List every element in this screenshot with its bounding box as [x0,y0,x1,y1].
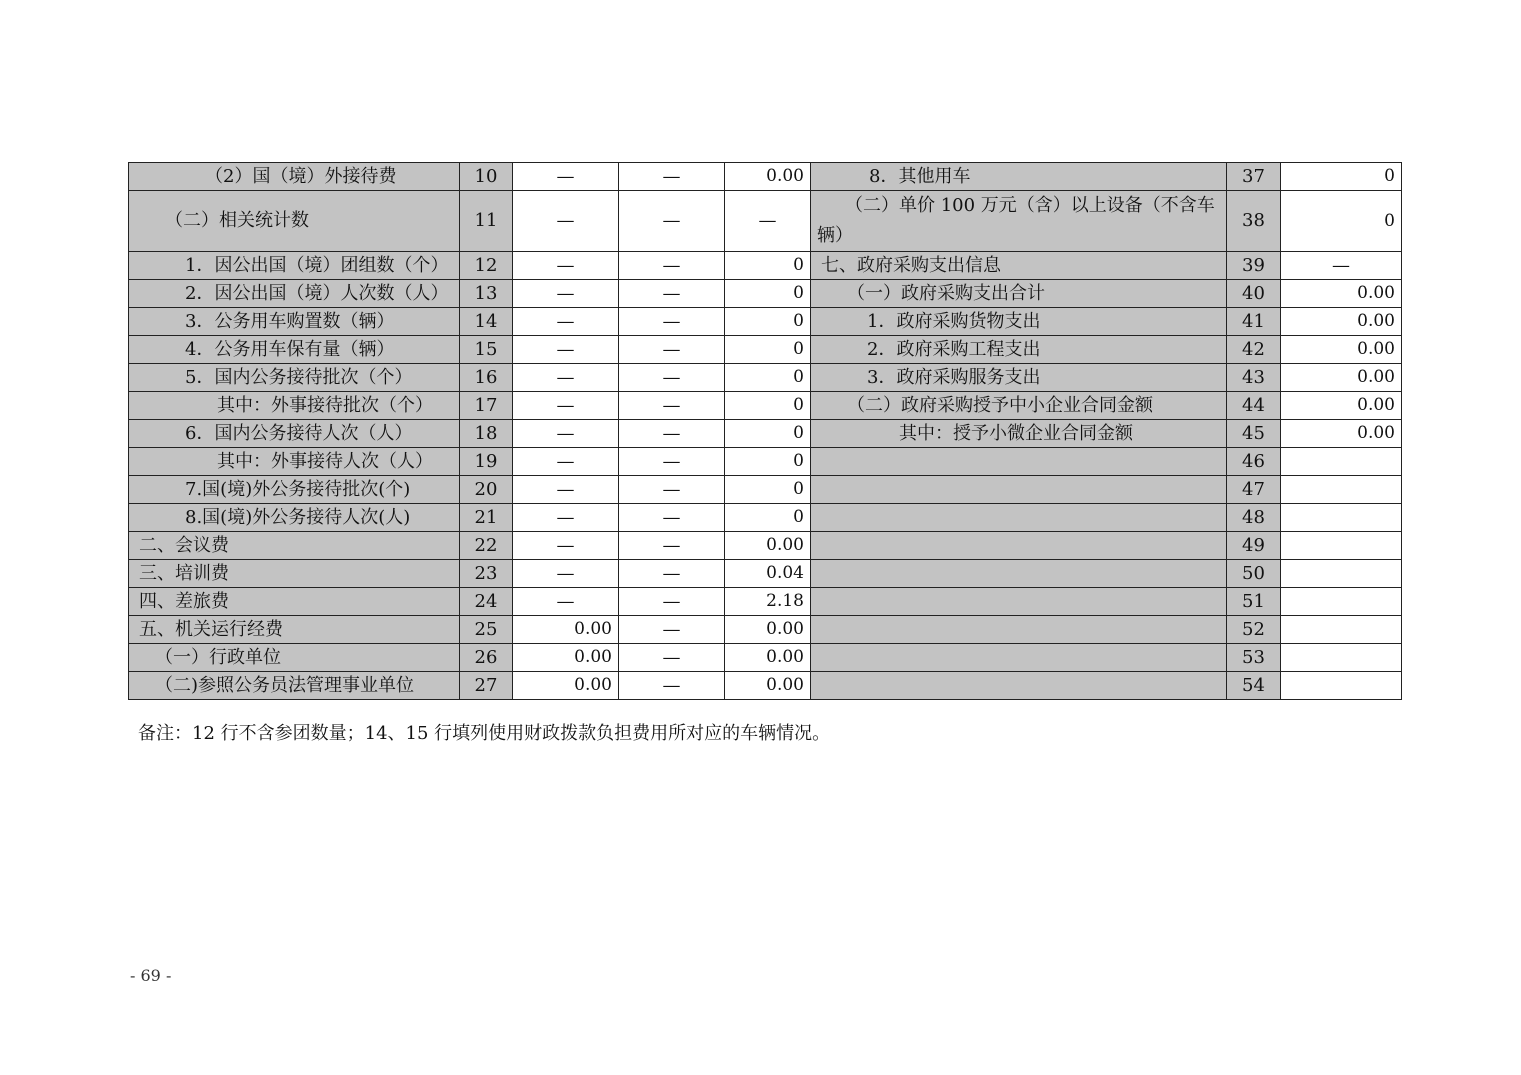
cell-value [1281,448,1402,476]
row-label: 8.国(境)外公务接待人次(人) [129,504,460,532]
cell-value: 0 [725,252,811,280]
cell-value: — [619,476,725,504]
cell-value: — [619,280,725,308]
row-number: 50 [1227,560,1281,588]
row-number: 39 [1227,252,1281,280]
row-label: 7.国(境)外公务接待批次(个) [129,476,460,504]
cell-value: — [619,672,725,700]
row-number: 17 [460,392,513,420]
row-number: 51 [1227,588,1281,616]
row-label: （二）政府采购授予中小企业合同金额 [811,392,1227,420]
cell-value: 0.04 [725,560,811,588]
row-number: 15 [460,336,513,364]
cell-value [1281,672,1402,700]
cell-value: — [513,588,619,616]
row-label: 二、会议费 [129,532,460,560]
table-footnote: 备注：12 行不含参团数量；14、15 行填列使用财政拨款负担费用所对应的车辆情况。 [138,723,831,744]
cell-value: — [619,616,725,644]
row-number: 48 [1227,504,1281,532]
table-row [129,532,1402,560]
cell-value: 0.00 [1281,392,1402,420]
cell-value: 0 [725,504,811,532]
table-row [129,252,1402,280]
row-number: 53 [1227,644,1281,672]
row-label: 2．因公出国（境）人次数（人） [129,280,460,308]
row-number: 49 [1227,532,1281,560]
cell-value: — [619,191,725,252]
table-row [129,588,1402,616]
cell-value: 0.00 [725,163,811,191]
cell-value: — [619,252,725,280]
cell-value: 0.00 [513,644,619,672]
row-number: 12 [460,252,513,280]
cell-value: — [513,392,619,420]
cell-value [1281,504,1402,532]
cell-value: — [513,420,619,448]
table-row [129,616,1402,644]
cell-value: — [513,280,619,308]
row-label: （2）国（境）外接待费 [129,163,460,191]
table-row [129,308,1402,336]
row-number: 14 [460,308,513,336]
cell-value: — [513,476,619,504]
row-number: 24 [460,588,513,616]
row-label: 3．政府采购服务支出 [811,364,1227,392]
cell-value: — [513,532,619,560]
row-label: 其中：外事接待批次（个） [129,392,460,420]
table-row [129,560,1402,588]
row-label [811,504,1227,532]
cell-value: — [513,448,619,476]
table-row [129,280,1402,308]
cell-value: — [619,560,725,588]
row-label: 2．政府采购工程支出 [811,336,1227,364]
cell-value: 0.00 [725,672,811,700]
cell-value [1281,644,1402,672]
row-label: （一）行政单位 [129,644,460,672]
cell-value [1281,616,1402,644]
cell-value: — [619,504,725,532]
row-label: 1．因公出国（境）团组数（个） [129,252,460,280]
row-number: 18 [460,420,513,448]
cell-value: — [513,252,619,280]
row-number: 42 [1227,336,1281,364]
row-number: 37 [1227,163,1281,191]
cell-value: — [619,588,725,616]
row-number: 40 [1227,280,1281,308]
cell-value: — [619,364,725,392]
table-row [129,336,1402,364]
cell-value: — [619,532,725,560]
row-number: 38 [1227,191,1281,252]
row-label: （二）相关统计数 [129,191,460,252]
cell-value: 0.00 [513,616,619,644]
row-number: 41 [1227,308,1281,336]
cell-value: 0 [725,448,811,476]
cell-value [1281,532,1402,560]
row-number: 54 [1227,672,1281,700]
row-label [811,644,1227,672]
row-number: 20 [460,476,513,504]
expenditure-table [128,162,1402,700]
cell-value: 0.00 [1281,280,1402,308]
row-number: 22 [460,532,513,560]
cell-value: — [619,163,725,191]
cell-value: 0.00 [725,616,811,644]
cell-value: — [513,191,619,252]
row-label [811,532,1227,560]
row-label [811,448,1227,476]
row-label [811,588,1227,616]
cell-value: 0.00 [1281,420,1402,448]
row-number: 52 [1227,616,1281,644]
cell-value: — [513,560,619,588]
cell-value: 0.00 [725,644,811,672]
row-label: 8．其他用车 [811,163,1227,191]
row-label: （一）政府采购支出合计 [811,280,1227,308]
table-row [129,504,1402,532]
row-number: 44 [1227,392,1281,420]
cell-value: 0 [725,364,811,392]
table-row [129,644,1402,672]
row-number: 23 [460,560,513,588]
table-row [129,420,1402,448]
cell-value: — [619,448,725,476]
cell-value: 0 [725,280,811,308]
row-number: 19 [460,448,513,476]
row-label [811,672,1227,700]
row-label: 6．国内公务接待人次（人） [129,420,460,448]
row-label [811,560,1227,588]
cell-value: 0 [725,308,811,336]
row-number: 21 [460,504,513,532]
row-number: 46 [1227,448,1281,476]
cell-value: — [619,644,725,672]
row-label: 其中：外事接待人次（人） [129,448,460,476]
cell-value: — [619,308,725,336]
table-row [129,476,1402,504]
cell-value: — [513,308,619,336]
cell-value: — [513,163,619,191]
cell-value: — [513,504,619,532]
row-label: 五、机关运行经费 [129,616,460,644]
cell-value: — [619,392,725,420]
cell-value: 0.00 [1281,308,1402,336]
row-number: 16 [460,364,513,392]
row-label [811,616,1227,644]
cell-value: 0 [725,476,811,504]
row-label: （二）单价 100 万元（含）以上设备（不含车辆） [811,191,1227,252]
row-number: 25 [460,616,513,644]
cell-value [1281,560,1402,588]
cell-value: 0.00 [1281,364,1402,392]
cell-value: — [1281,252,1402,280]
cell-value: 0 [725,420,811,448]
row-label: 其中：授予小微企业合同金额 [811,420,1227,448]
row-number: 13 [460,280,513,308]
cell-value: 0.00 [725,532,811,560]
row-number: 47 [1227,476,1281,504]
row-number: 10 [460,163,513,191]
cell-value: — [513,336,619,364]
row-label: 4．公务用车保有量（辆） [129,336,460,364]
row-label: 5．国内公务接待批次（个） [129,364,460,392]
cell-value: 0 [725,392,811,420]
row-label: （二)参照公务员法管理事业单位 [129,672,460,700]
cell-value: 0 [1281,191,1402,252]
cell-value [1281,588,1402,616]
row-label: 3．公务用车购置数（辆） [129,308,460,336]
cell-value: 0 [725,336,811,364]
cell-value: 0 [1281,163,1402,191]
table-row [129,364,1402,392]
row-label: 七、政府采购支出信息 [811,252,1227,280]
row-number: 27 [460,672,513,700]
cell-value [1281,476,1402,504]
page-number: - 69 - [130,966,172,985]
cell-value: 0.00 [1281,336,1402,364]
cell-value: 2.18 [725,588,811,616]
row-number: 43 [1227,364,1281,392]
cell-value: — [619,336,725,364]
table-row [129,448,1402,476]
row-label: 三、培训费 [129,560,460,588]
cell-value: — [725,191,811,252]
row-label: 1．政府采购货物支出 [811,308,1227,336]
table-row [129,672,1402,700]
cell-value: — [513,364,619,392]
row-number: 45 [1227,420,1281,448]
row-number: 11 [460,191,513,252]
table-row [129,392,1402,420]
table-row [129,191,1402,252]
row-number: 26 [460,644,513,672]
cell-value: 0.00 [513,672,619,700]
cell-value: — [619,420,725,448]
row-label: 四、差旅费 [129,588,460,616]
row-label [811,476,1227,504]
table-row [129,163,1402,191]
